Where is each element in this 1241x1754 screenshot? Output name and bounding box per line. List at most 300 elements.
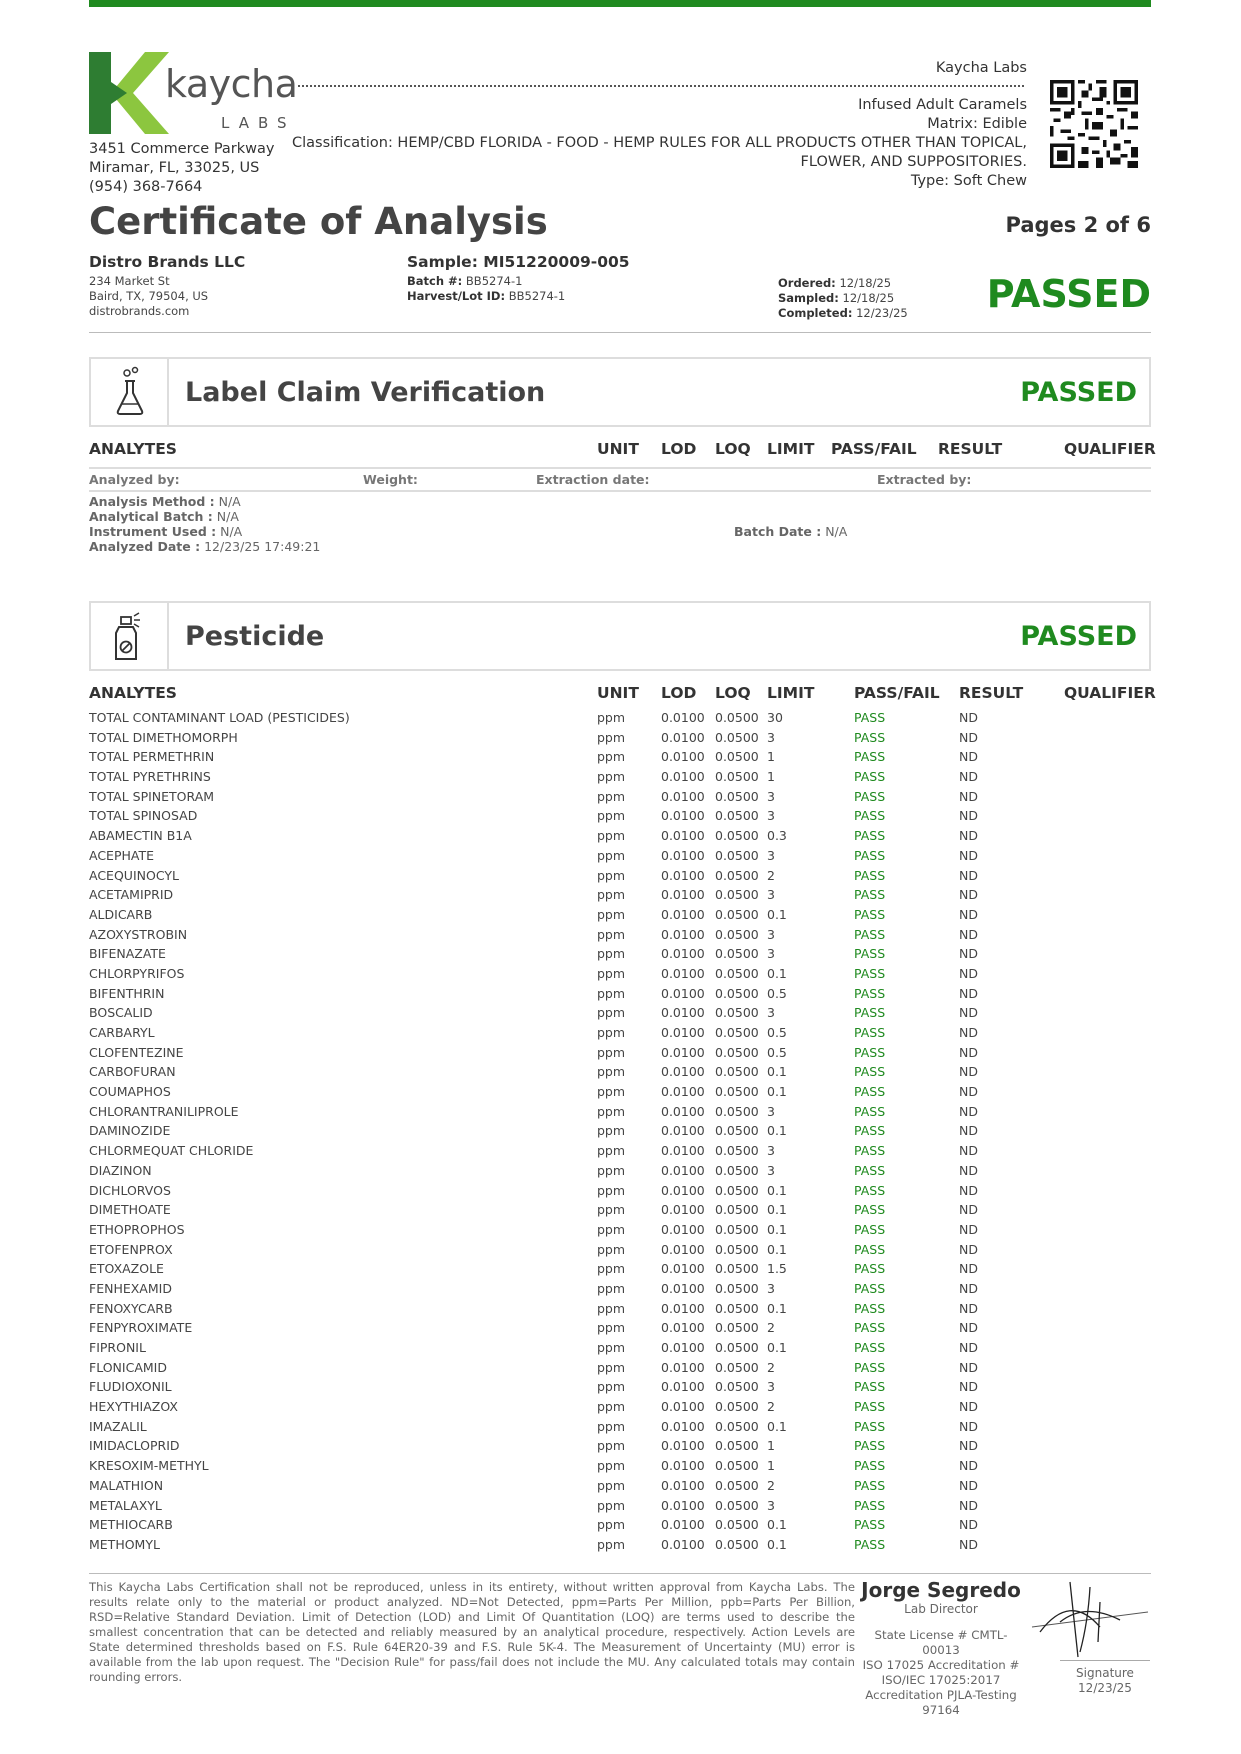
loq: 0.0500 <box>715 1399 759 1415</box>
page-title: Certificate of Analysis <box>89 200 548 243</box>
analyte-name: AZOXYSTROBIN <box>89 926 188 942</box>
header-dotted-divider <box>298 85 1024 87</box>
table-row <box>89 1025 1151 1045</box>
loq: 0.0500 <box>715 1005 759 1021</box>
qr-code-icon[interactable] <box>1050 80 1138 168</box>
table-row <box>89 1301 1151 1321</box>
result: ND <box>959 729 978 745</box>
page-counter: Pages 2 of 6 <box>1005 213 1151 237</box>
table-row <box>89 907 1151 927</box>
table-row <box>89 1064 1151 1084</box>
unit: ppm <box>597 946 626 962</box>
lod: 0.0100 <box>661 867 705 883</box>
unit: ppm <box>597 1517 626 1533</box>
loq: 0.0500 <box>715 1261 759 1277</box>
table-row <box>89 1340 1151 1360</box>
table-row <box>89 1419 1151 1439</box>
handwritten-signature <box>1030 1572 1150 1662</box>
loq: 0.0500 <box>715 808 759 824</box>
analyte-name: IMAZALIL <box>89 1418 147 1434</box>
lod: 0.0100 <box>661 887 705 903</box>
pesticide-table-body <box>89 710 1151 1557</box>
loq: 0.0500 <box>715 1044 759 1060</box>
unit: ppm <box>597 1044 626 1060</box>
pass-fail: PASS <box>854 1340 886 1355</box>
loq: 0.0500 <box>715 906 759 922</box>
lod: 0.0100 <box>661 1280 705 1296</box>
label-claim-status: PASSED <box>1020 377 1137 408</box>
limit: 0.1 <box>767 1241 787 1257</box>
analysis-method-details: Analysis Method : N/A Analytical Batch : N/A Instrument Used : N/A Analyzed Date : 12/23/25 17:49:21 <box>89 494 321 554</box>
analyte-name: TOTAL PERMETHRIN <box>89 749 215 765</box>
result: ND <box>959 1379 978 1395</box>
table-row <box>89 730 1151 750</box>
client-info: Distro Brands LLC 234 Market St Baird, TX, 79504, US distrobrands.com <box>89 253 246 318</box>
analyte-name: METALAXYL <box>89 1497 162 1513</box>
result: ND <box>959 985 978 1001</box>
product-classification-2: FLOWER, AND SUPPOSITORIES. <box>800 154 1027 170</box>
table-row <box>89 1183 1151 1203</box>
limit: 3 <box>767 1143 775 1159</box>
flask-icon <box>91 359 169 425</box>
lod: 0.0100 <box>661 1025 705 1040</box>
result: ND <box>959 808 978 824</box>
unit: ppm <box>597 1123 626 1139</box>
pass-fail: PASS <box>854 946 886 962</box>
lod: 0.0100 <box>661 808 705 824</box>
pass-fail: PASS <box>854 1399 886 1415</box>
loq: 0.0500 <box>715 1143 759 1159</box>
table-row <box>89 868 1151 888</box>
table-row <box>89 1379 1151 1399</box>
loq: 0.0500 <box>715 985 759 1001</box>
lod: 0.0100 <box>661 1044 705 1060</box>
pass-fail: PASS <box>854 985 886 1001</box>
pass-fail: PASS <box>854 867 886 883</box>
table-row <box>89 946 1151 966</box>
signer-name: Jorge Segredo <box>861 1578 1021 1602</box>
pass-fail: PASS <box>854 729 886 745</box>
unit: ppm <box>597 1005 626 1021</box>
limit: 0.1 <box>767 1536 787 1552</box>
unit: ppm <box>597 1143 626 1159</box>
analyte-name: FENOXYCARB <box>89 1300 173 1316</box>
table-row <box>89 1242 1151 1262</box>
result: ND <box>959 1458 978 1474</box>
loq: 0.0500 <box>715 1064 759 1080</box>
unit: ppm <box>597 1399 626 1415</box>
lod: 0.0100 <box>661 1399 705 1415</box>
unit: ppm <box>597 965 626 981</box>
analyte-name: BOSCALID <box>89 1005 153 1021</box>
unit: ppm <box>597 1064 626 1080</box>
lod: 0.0100 <box>661 1005 705 1021</box>
table-row <box>89 828 1151 848</box>
result: ND <box>959 1182 978 1198</box>
loq: 0.0500 <box>715 769 759 785</box>
pass-fail: PASS <box>854 769 886 785</box>
limit: 0.1 <box>767 1221 787 1237</box>
pass-fail: PASS <box>854 965 886 981</box>
loq: 0.0500 <box>715 1379 759 1395</box>
analyte-name: TOTAL CONTAMINANT LOAD (PESTICIDES) <box>89 710 350 725</box>
analyte-name: DIMETHOATE <box>89 1202 171 1218</box>
limit: 1.5 <box>767 1261 787 1277</box>
result: ND <box>959 1280 978 1296</box>
spray-bottle-icon <box>91 603 169 669</box>
result: ND <box>959 1221 978 1237</box>
pass-fail: PASS <box>854 1359 886 1375</box>
unit: ppm <box>597 749 626 765</box>
result: ND <box>959 769 978 785</box>
sample-info: Sample: MI51220009-005 Batch #: BB5274-1 Harvest/Lot ID: BB5274-1 <box>407 253 630 303</box>
top-accent-bar <box>89 0 1151 7</box>
table-row <box>89 1517 1151 1537</box>
lod: 0.0100 <box>661 906 705 922</box>
table-row <box>89 1537 1151 1557</box>
lab-name: Kaycha Labs <box>935 60 1027 76</box>
limit: 0.5 <box>767 1025 787 1040</box>
limit: 3 <box>767 808 775 824</box>
result: ND <box>959 1536 978 1552</box>
loq: 0.0500 <box>715 710 759 725</box>
lod: 0.0100 <box>661 769 705 785</box>
lod: 0.0100 <box>661 1084 705 1100</box>
result: ND <box>959 1241 978 1257</box>
unit: ppm <box>597 847 626 863</box>
limit: 3 <box>767 1005 775 1021</box>
loq: 0.0500 <box>715 1162 759 1178</box>
lod: 0.0100 <box>661 1182 705 1198</box>
table-row <box>89 1498 1151 1518</box>
unit: ppm <box>597 808 626 824</box>
analyte-name: BIFENTHRIN <box>89 985 165 1001</box>
pass-fail: PASS <box>854 1182 886 1198</box>
pass-fail: PASS <box>854 1025 886 1040</box>
table-row <box>89 1104 1151 1124</box>
logo-wordmark: kaycha <box>165 62 298 106</box>
table-row <box>89 1005 1151 1025</box>
unit: ppm <box>597 1103 626 1119</box>
pass-fail: PASS <box>854 926 886 942</box>
pass-fail: PASS <box>854 1044 886 1060</box>
loq: 0.0500 <box>715 926 759 942</box>
pass-fail: PASS <box>854 847 886 863</box>
unit: ppm <box>597 788 626 804</box>
unit: ppm <box>597 1241 626 1257</box>
table-row <box>89 1281 1151 1301</box>
unit: ppm <box>597 769 626 785</box>
analyte-name: ACEPHATE <box>89 847 155 863</box>
unit: ppm <box>597 985 626 1001</box>
loq: 0.0500 <box>715 1025 759 1040</box>
lod: 0.0100 <box>661 1497 705 1513</box>
result: ND <box>959 867 978 883</box>
lod: 0.0100 <box>661 749 705 765</box>
lod: 0.0100 <box>661 828 705 844</box>
analyte-name: ETOFENPROX <box>89 1241 173 1257</box>
analyte-name: KRESOXIM-METHYL <box>89 1458 209 1474</box>
label-claim-title: Label Claim Verification <box>185 377 546 408</box>
result: ND <box>959 1497 978 1513</box>
loq: 0.0500 <box>715 867 759 883</box>
table-row <box>89 1045 1151 1065</box>
lod: 0.0100 <box>661 1517 705 1533</box>
pass-fail: PASS <box>854 1458 886 1474</box>
limit: 3 <box>767 1103 775 1119</box>
unit: ppm <box>597 828 626 844</box>
limit: 3 <box>767 946 775 962</box>
limit: 0.1 <box>767 906 787 922</box>
analyte-name: TOTAL SPINOSAD <box>89 808 198 824</box>
lod: 0.0100 <box>661 1340 705 1355</box>
table-row <box>89 927 1151 947</box>
analyte-name: TOTAL SPINETORAM <box>89 788 215 804</box>
pass-fail: PASS <box>854 1103 886 1119</box>
analyte-name: CHLORANTRANILIPROLE <box>89 1103 239 1119</box>
overall-status-badge: PASSED <box>986 272 1151 316</box>
lod: 0.0100 <box>661 1221 705 1237</box>
pass-fail: PASS <box>854 1202 886 1218</box>
footer-disclaimer: This Kaycha Labs Certification shall not be reproduced, unless in its entirety, without written approval from Kaycha Labs. The results relate only to the material or product analyzed. ND=Not Detected, ppm=Parts Per Million, ppb=Parts Per Billion, RSD=Relative Standard Deviation. Limit of Detection (LOD) and Limit Of Quantitation (LOQ) are terms used to describe the smallest concentration that can be detected and reliably measured by an analytical procedure, respectively. Action Levels are State determined thresholds based on F.S. Rule 64ER20-39 and F.S. Rule 5K-4. The Measurement of Uncertainty (MU) error is available from the lab upon request. The "Decision Rule" for pass/fail does not include the MU. Any calculated totals may contain rounding errors. <box>89 1580 855 1684</box>
analyte-name: ETOXAZOLE <box>89 1261 164 1277</box>
signer-role: Lab Director <box>904 1602 978 1616</box>
analyte-name: TOTAL DIMETHOMORPH <box>89 729 238 745</box>
loq: 0.0500 <box>715 1359 759 1375</box>
batch-number: BB5274-1 <box>465 274 523 288</box>
limit: 0.1 <box>767 965 787 981</box>
lab-address: 3451 Commerce Parkway Miramar, FL, 33025, US (954) 368-7664 <box>89 141 275 195</box>
result: ND <box>959 1162 978 1178</box>
result: ND <box>959 1359 978 1375</box>
result: ND <box>959 1103 978 1119</box>
table-row <box>89 1123 1151 1143</box>
result: ND <box>959 1084 978 1100</box>
pass-fail: PASS <box>854 906 886 922</box>
unit: ppm <box>597 1340 626 1355</box>
result: ND <box>959 1143 978 1159</box>
unit: ppm <box>597 729 626 745</box>
pass-fail: PASS <box>854 808 886 824</box>
lod: 0.0100 <box>661 965 705 981</box>
limit: 2 <box>767 867 775 883</box>
lod: 0.0100 <box>661 1536 705 1552</box>
product-matrix: Matrix: Edible <box>927 116 1027 132</box>
unit: ppm <box>597 1261 626 1277</box>
limit: 2 <box>767 1320 775 1336</box>
pass-fail: PASS <box>854 1418 886 1434</box>
pass-fail: PASS <box>854 1162 886 1178</box>
result: ND <box>959 1064 978 1080</box>
result: ND <box>959 887 978 903</box>
loq: 0.0500 <box>715 1241 759 1257</box>
kaycha-logo-mark-icon <box>89 52 169 134</box>
loq: 0.0500 <box>715 1123 759 1139</box>
result: ND <box>959 906 978 922</box>
footer-divider <box>89 1573 1151 1574</box>
unit: ppm <box>597 867 626 883</box>
pesticide-title: Pesticide <box>185 621 325 652</box>
loq: 0.0500 <box>715 1182 759 1198</box>
license-info: State License # CMTL-00013 ISO 17025 Accreditation # ISO/IEC 17025:2017 Accreditation PJLA-Testing 97164 <box>862 1628 1020 1717</box>
result: ND <box>959 749 978 765</box>
loq: 0.0500 <box>715 946 759 962</box>
limit: 3 <box>767 1379 775 1395</box>
analyte-name: DIAZINON <box>89 1162 152 1178</box>
lod: 0.0100 <box>661 946 705 962</box>
limit: 0.1 <box>767 1084 787 1100</box>
loq: 0.0500 <box>715 1438 759 1454</box>
result: ND <box>959 1438 978 1454</box>
result: ND <box>959 1399 978 1415</box>
client-name: Distro Brands LLC <box>89 253 246 271</box>
loq: 0.0500 <box>715 1517 759 1533</box>
table-row <box>89 710 1151 730</box>
loq: 0.0500 <box>715 1320 759 1336</box>
lod: 0.0100 <box>661 1261 705 1277</box>
result: ND <box>959 1025 978 1040</box>
unit: ppm <box>597 1162 626 1178</box>
table-row <box>89 1360 1151 1380</box>
pass-fail: PASS <box>854 1438 886 1454</box>
limit: 0.5 <box>767 1044 787 1060</box>
loq: 0.0500 <box>715 1497 759 1513</box>
analyte-name: ETHOPROPHOS <box>89 1221 185 1237</box>
limit: 0.1 <box>767 1202 787 1218</box>
result: ND <box>959 1300 978 1316</box>
limit: 1 <box>767 1438 775 1454</box>
pass-fail: PASS <box>854 1123 886 1139</box>
analyte-name: IMIDACLOPRID <box>89 1438 180 1454</box>
limit: 30 <box>767 710 783 725</box>
limit: 0.3 <box>767 828 787 844</box>
product-type: Type: Soft Chew <box>910 173 1027 189</box>
analyte-name: METHIOCARB <box>89 1517 173 1533</box>
unit: ppm <box>597 1359 626 1375</box>
analyte-name: HEXYTHIAZOX <box>89 1399 178 1415</box>
table-row <box>89 848 1151 868</box>
result: ND <box>959 1202 978 1218</box>
table-row <box>89 887 1151 907</box>
ordered-date: 12/18/25 <box>839 276 892 290</box>
label-claim-table-header: ANALYTES UNIT LOD LOQ LIMIT PASS/FAIL RESULT QUALIFIER <box>89 440 1156 458</box>
table-row <box>89 1320 1151 1340</box>
pass-fail: PASS <box>854 1221 886 1237</box>
analyte-name: ALDICARB <box>89 906 153 922</box>
result: ND <box>959 1517 978 1533</box>
limit: 0.1 <box>767 1418 787 1434</box>
table-row <box>89 1084 1151 1104</box>
pass-fail: PASS <box>854 1084 886 1100</box>
result: ND <box>959 1123 978 1139</box>
pass-fail: PASS <box>854 1320 886 1336</box>
lod: 0.0100 <box>661 1477 705 1493</box>
analyte-name: COUMAPHOS <box>89 1084 171 1100</box>
limit: 3 <box>767 1162 775 1178</box>
loq: 0.0500 <box>715 1536 759 1552</box>
result: ND <box>959 1005 978 1021</box>
limit: 3 <box>767 788 775 804</box>
analyte-name: METHOMYL <box>89 1536 160 1552</box>
loq: 0.0500 <box>715 847 759 863</box>
label-claim-section-header <box>89 357 1151 427</box>
pass-fail: PASS <box>854 1300 886 1316</box>
lod: 0.0100 <box>661 1458 705 1474</box>
table-row <box>89 1202 1151 1222</box>
pass-fail: PASS <box>854 749 886 765</box>
pesticide-status: PASSED <box>1020 621 1137 652</box>
analyte-name: ACEQUINOCYL <box>89 867 179 883</box>
completed-date: 12/23/25 <box>856 306 908 320</box>
lod: 0.0100 <box>661 710 705 725</box>
lod: 0.0100 <box>661 1103 705 1119</box>
result: ND <box>959 847 978 863</box>
lod: 0.0100 <box>661 1143 705 1159</box>
unit: ppm <box>597 1320 626 1336</box>
limit: 2 <box>767 1477 775 1493</box>
loq: 0.0500 <box>715 887 759 903</box>
limit: 1 <box>767 1458 775 1474</box>
lod: 0.0100 <box>661 788 705 804</box>
result: ND <box>959 926 978 942</box>
lod: 0.0100 <box>661 1064 705 1080</box>
limit: 0.1 <box>767 1064 787 1080</box>
result: ND <box>959 1261 978 1277</box>
result: ND <box>959 946 978 962</box>
analyte-name: CLOFENTEZINE <box>89 1044 184 1060</box>
lod: 0.0100 <box>661 1202 705 1218</box>
limit: 3 <box>767 926 775 942</box>
limit: 0.1 <box>767 1517 787 1533</box>
result: ND <box>959 828 978 844</box>
unit: ppm <box>597 887 626 903</box>
product-info <box>267 96 1027 191</box>
table-row <box>89 749 1151 769</box>
lod: 0.0100 <box>661 1320 705 1336</box>
unit: ppm <box>597 906 626 922</box>
table-row <box>89 966 1151 986</box>
analyte-name: FENPYROXIMATE <box>89 1320 193 1336</box>
analyte-name: FENHEXAMID <box>89 1280 172 1296</box>
lod: 0.0100 <box>661 1438 705 1454</box>
table-row <box>89 1222 1151 1242</box>
result: ND <box>959 965 978 981</box>
lod: 0.0100 <box>661 1123 705 1139</box>
loq: 0.0500 <box>715 749 759 765</box>
unit: ppm <box>597 1438 626 1454</box>
table-row <box>89 1458 1151 1478</box>
lod: 0.0100 <box>661 985 705 1001</box>
pass-fail: PASS <box>854 1379 886 1395</box>
table-row <box>89 1261 1151 1281</box>
signer-block <box>860 1578 1022 1616</box>
limit: 2 <box>767 1359 775 1375</box>
unit: ppm <box>597 1221 626 1237</box>
loq: 0.0500 <box>715 1103 759 1119</box>
loq: 0.0500 <box>715 1340 759 1355</box>
loq: 0.0500 <box>715 1458 759 1474</box>
loq: 0.0500 <box>715 965 759 981</box>
result: ND <box>959 1340 978 1355</box>
lod: 0.0100 <box>661 1379 705 1395</box>
table-row <box>89 769 1151 789</box>
pass-fail: PASS <box>854 1280 886 1296</box>
pesticide-section-header <box>89 601 1151 671</box>
table-row <box>89 1438 1151 1458</box>
limit: 0.5 <box>767 985 787 1001</box>
unit: ppm <box>597 1202 626 1218</box>
lod: 0.0100 <box>661 847 705 863</box>
